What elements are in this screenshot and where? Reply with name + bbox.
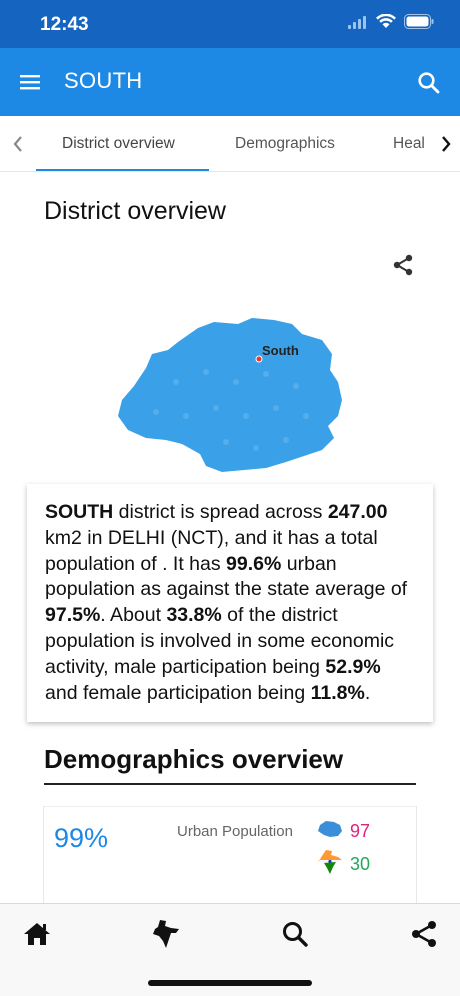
home-indicator — [148, 980, 312, 986]
urban-population-label: Urban Population — [177, 823, 293, 840]
share-icon[interactable] — [391, 253, 415, 277]
map-label: South — [262, 343, 299, 358]
district-map — [116, 312, 352, 474]
active-tab-indicator — [36, 169, 209, 172]
search-icon[interactable] — [279, 918, 311, 950]
desc-text: . About — [100, 604, 167, 627]
district-shape — [118, 318, 342, 472]
state-map-icon — [316, 819, 344, 844]
desc-economic-pct: 33.8% — [166, 604, 222, 627]
hamburger-menu-icon[interactable] — [16, 68, 46, 96]
desc-text: km2 in DELHI (NCT), and it has a total population of . It has — [45, 526, 378, 575]
district-description-card — [27, 484, 433, 722]
desc-state-avg: 97.5% — [45, 604, 101, 627]
india-flag-map-icon — [316, 849, 344, 880]
tab-bar — [0, 116, 460, 172]
tab-scroll-right-icon[interactable] — [432, 130, 460, 158]
section-divider — [44, 783, 416, 785]
app-title: SOUTH — [64, 68, 143, 93]
tab-health[interactable]: Heal — [393, 135, 425, 152]
desc-district: SOUTH — [45, 501, 114, 523]
tab-scroll-left-icon[interactable] — [8, 130, 28, 158]
desc-text: and female participation being — [45, 681, 311, 704]
india-map-icon[interactable] — [150, 918, 182, 950]
tab-demographics[interactable]: Demographics — [235, 135, 335, 152]
desc-male-pct: 52.9% — [325, 655, 381, 678]
desc-area: 247.00 — [327, 501, 388, 523]
tab-district-overview[interactable]: District overview — [62, 135, 175, 152]
desc-text: of the district population is involved in some economic activity, male participation being — [45, 604, 395, 678]
desc-urban-pct: 99.6% — [226, 552, 282, 575]
wifi-icon — [376, 14, 396, 34]
demographics-overview-title: Demographics overview — [44, 744, 344, 774]
urban-population-percent: 99% — [54, 823, 109, 853]
district-overview-title: District overview — [44, 197, 226, 225]
status-time: 12:43 — [40, 14, 89, 35]
share-icon[interactable] — [408, 918, 440, 950]
desc-text: urban population as against the state average of — [45, 552, 408, 601]
india-comparison — [316, 849, 370, 880]
home-icon[interactable] — [21, 918, 53, 950]
status-icons — [348, 14, 434, 34]
app-bar — [0, 48, 460, 116]
desc-text: . — [364, 681, 371, 704]
urban-population-card[interactable] — [43, 806, 417, 916]
signal-icon — [348, 15, 368, 34]
desc-female-pct: 11.8% — [310, 681, 365, 704]
battery-icon — [404, 14, 434, 34]
status-bar — [0, 0, 460, 48]
state-comparison — [316, 819, 370, 844]
search-icon[interactable] — [416, 70, 442, 96]
desc-text: district is spread across — [113, 501, 328, 523]
india-value: 30 — [350, 854, 371, 874]
state-value: 97 — [350, 821, 371, 841]
